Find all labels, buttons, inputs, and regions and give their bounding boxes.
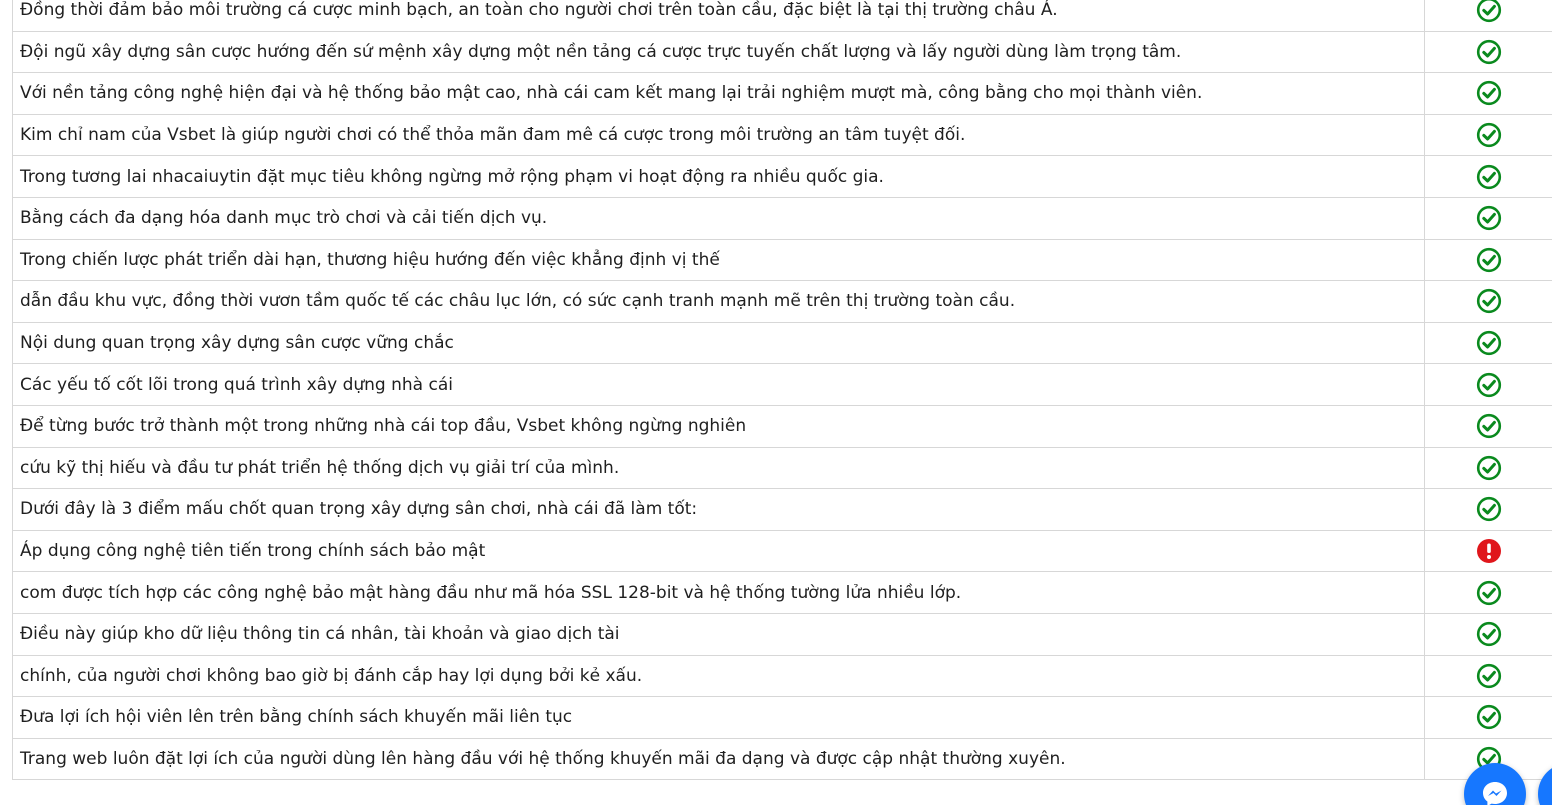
row-status bbox=[1425, 572, 1552, 613]
check-circle-icon bbox=[1476, 496, 1502, 522]
row-status bbox=[1425, 32, 1552, 73]
row-text: dẫn đầu khu vực, đồng thời vươn tầm quốc tế các châu lục lớn, có sức cạnh tranh mạnh mẽ trên thị trường toàn cầu. bbox=[12, 281, 1425, 322]
check-circle-icon bbox=[1476, 372, 1502, 398]
row-text: Để từng bước trở thành một trong những nhà cái top đầu, Vsbet không ngừng nghiên bbox=[12, 406, 1425, 447]
row-status bbox=[1425, 531, 1552, 572]
table-row bbox=[12, 115, 1552, 157]
row-status bbox=[1425, 406, 1552, 447]
check-circle-icon bbox=[1476, 80, 1502, 106]
check-circle-icon bbox=[1476, 164, 1502, 190]
row-status bbox=[1425, 614, 1552, 655]
row-text: Trang web luôn đặt lợi ích của người dùng lên hàng đầu với hệ thống khuyến mãi đa dạng và được cập nhật thường xuyên. bbox=[12, 739, 1425, 780]
row-text: chính, của người chơi không bao giờ bị đánh cắp hay lợi dụng bởi kẻ xấu. bbox=[12, 656, 1425, 697]
messenger-icon bbox=[1480, 779, 1510, 805]
table-row bbox=[12, 614, 1552, 656]
row-text: Điều này giúp kho dữ liệu thông tin cá nhân, tài khoản và giao dịch tài bbox=[12, 614, 1425, 655]
table-row bbox=[12, 198, 1552, 240]
check-circle-icon bbox=[1476, 247, 1502, 273]
row-status bbox=[1425, 697, 1552, 738]
row-text: Đưa lợi ích hội viên lên trên bằng chính sách khuyến mãi liên tục bbox=[12, 697, 1425, 738]
row-text: Kim chỉ nam của Vsbet là giúp người chơi có thể thỏa mãn đam mê cá cược trong môi trường an tâm tuyệt đối. bbox=[12, 115, 1425, 156]
table-row bbox=[12, 489, 1552, 531]
check-circle-icon bbox=[1476, 330, 1502, 356]
table-row bbox=[12, 656, 1552, 698]
row-status bbox=[1425, 0, 1552, 31]
check-circle-icon bbox=[1476, 455, 1502, 481]
row-text: com được tích hợp các công nghệ bảo mật hàng đầu như mã hóa SSL 128-bit và hệ thống tường lửa nhiều lớp. bbox=[12, 572, 1425, 613]
status-table bbox=[12, 0, 1552, 780]
table-row bbox=[12, 697, 1552, 739]
row-text: Đồng thời đảm bảo môi trường cá cược minh bạch, an toàn cho người chơi trên toàn cầu, đặc biệt là tại thị trường châu Á. bbox=[12, 0, 1425, 31]
check-circle-icon bbox=[1476, 704, 1502, 730]
table-row bbox=[12, 0, 1552, 32]
row-status bbox=[1425, 156, 1552, 197]
table-row bbox=[12, 531, 1552, 573]
row-status bbox=[1425, 489, 1552, 530]
table-row bbox=[12, 448, 1552, 490]
row-status bbox=[1425, 198, 1552, 239]
row-status bbox=[1425, 240, 1552, 281]
row-text: Các yếu tố cốt lõi trong quá trình xây dựng nhà cái bbox=[12, 364, 1425, 405]
table-row bbox=[12, 406, 1552, 448]
check-circle-icon bbox=[1476, 288, 1502, 314]
table-row bbox=[12, 572, 1552, 614]
check-circle-icon bbox=[1476, 39, 1502, 65]
table-row bbox=[12, 323, 1552, 365]
row-text: Đội ngũ xây dựng sân cược hướng đến sứ mệnh xây dựng một nền tảng cá cược trực tuyến chất lượng và lấy người dùng làm trọng tâm. bbox=[12, 32, 1425, 73]
table-row bbox=[12, 240, 1552, 282]
table-row bbox=[12, 364, 1552, 406]
table-row bbox=[12, 281, 1552, 323]
row-status bbox=[1425, 448, 1552, 489]
table-row bbox=[12, 32, 1552, 74]
row-status bbox=[1425, 323, 1552, 364]
row-text: Với nền tảng công nghệ hiện đại và hệ thống bảo mật cao, nhà cái cam kết mang lại trải nghiệm mượt mà, công bằng cho mọi thành viên. bbox=[12, 73, 1425, 114]
check-circle-icon bbox=[1476, 580, 1502, 606]
check-circle-icon bbox=[1476, 0, 1502, 23]
table-row bbox=[12, 73, 1552, 115]
table-row bbox=[12, 739, 1552, 781]
row-text: Trong chiến lược phát triển dài hạn, thương hiệu hướng đến việc khẳng định vị thế bbox=[12, 240, 1425, 281]
row-status bbox=[1425, 364, 1552, 405]
row-status bbox=[1425, 281, 1552, 322]
exclamation-circle-icon bbox=[1476, 538, 1502, 564]
row-status bbox=[1425, 73, 1552, 114]
row-text: Trong tương lai nhacaiuytin đặt mục tiêu không ngừng mở rộng phạm vi hoạt động ra nhiều quốc gia. bbox=[12, 156, 1425, 197]
row-text: Nội dung quan trọng xây dựng sân cược vững chắc bbox=[12, 323, 1425, 364]
row-text: Dưới đây là 3 điểm mấu chốt quan trọng xây dựng sân chơi, nhà cái đã làm tốt: bbox=[12, 489, 1425, 530]
check-circle-icon bbox=[1476, 621, 1502, 647]
check-circle-icon bbox=[1476, 205, 1502, 231]
row-text: Áp dụng công nghệ tiên tiến trong chính sách bảo mật bbox=[12, 531, 1425, 572]
table-row bbox=[12, 156, 1552, 198]
check-circle-icon bbox=[1476, 122, 1502, 148]
check-circle-icon bbox=[1476, 663, 1502, 689]
row-text: Bằng cách đa dạng hóa danh mục trò chơi và cải tiến dịch vụ. bbox=[12, 198, 1425, 239]
row-status bbox=[1425, 115, 1552, 156]
row-status bbox=[1425, 656, 1552, 697]
row-text: cứu kỹ thị hiếu và đầu tư phát triển hệ thống dịch vụ giải trí của mình. bbox=[12, 448, 1425, 489]
check-circle-icon bbox=[1476, 413, 1502, 439]
